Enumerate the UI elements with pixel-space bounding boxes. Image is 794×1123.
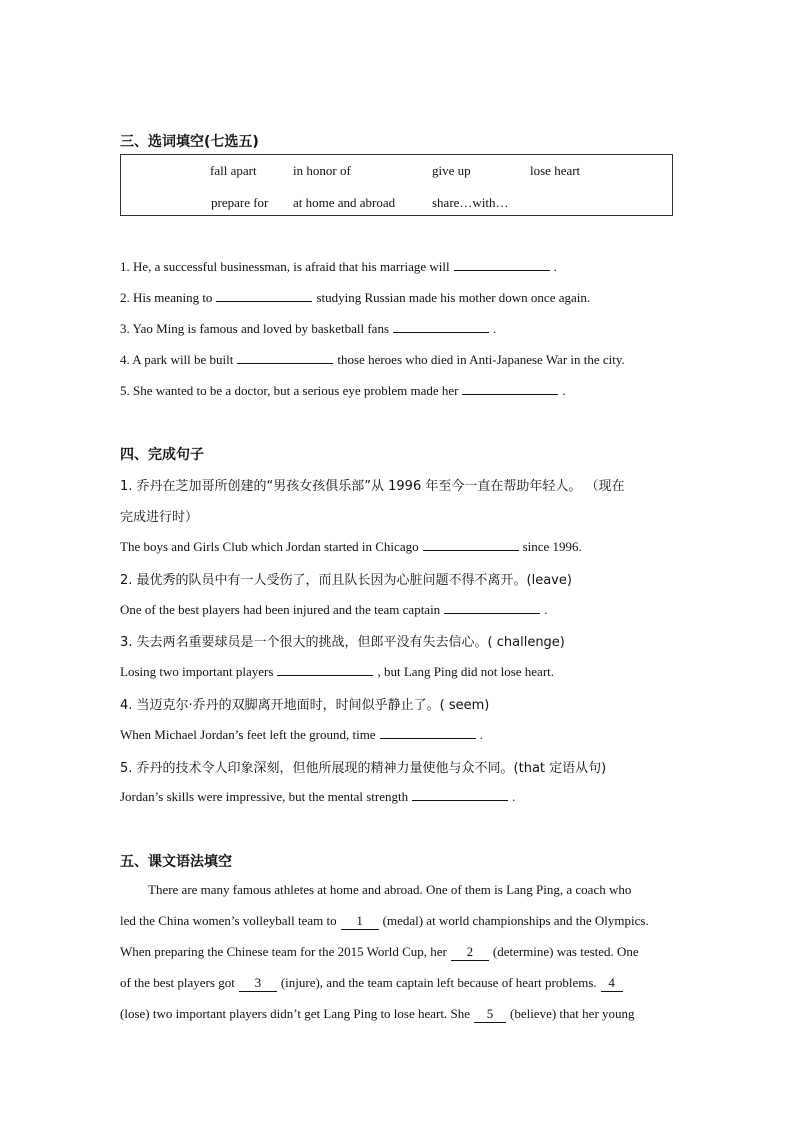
answer-blank[interactable] [444,601,540,614]
passage-text: When preparing the Chinese team for the 2015 World Cup, her [120,944,447,959]
fill-item-1 [120,258,557,275]
sentence-text: since 1996. [522,539,582,554]
numbered-blank[interactable]: 4 [601,975,623,992]
fill-item-2 [120,289,590,306]
item-text: 4. A park will be built [120,352,234,367]
passage-text: (lose) two important players didn’t get Lang Ping to lose heart. She [120,1006,470,1021]
answer-blank[interactable] [393,320,489,333]
passage-text: led the China women’s volleyball team to [120,913,337,928]
item-text: . [493,321,497,336]
q3-chinese: 3. 失去两名重要球员是一个很大的挑战，但郎平没有失去信心。( challenge) [120,635,565,650]
answer-blank[interactable] [423,538,519,551]
q1-chinese-cont: 完成进行时） [120,510,199,525]
answer-blank[interactable] [454,258,550,271]
answer-blank[interactable] [216,289,312,302]
section-5-title: 五、课文语法填空 [120,854,232,870]
q1-english [120,538,582,555]
answer-blank[interactable] [237,351,333,364]
q4-chinese: 4. 当迈克尔·乔丹的双脚离开地面时，时间似乎静止了。( seem) [120,698,490,713]
numbered-blank[interactable]: 3 [239,975,277,992]
item-text: . [562,383,566,398]
passage-line [120,975,627,992]
fill-item-5 [120,382,566,399]
sentence-text: Jordan’s skills were impressive, but the mental strength [120,789,409,804]
answer-blank[interactable] [462,382,558,395]
word-option: in honor of [293,163,351,178]
sentence-text: Losing two important players [120,664,274,679]
passage-text: (medal) at world championships and the Olympics. [382,913,649,928]
passage-line [120,1006,635,1023]
item-text: 3. Yao Ming is famous and loved by basketball fans [120,321,390,336]
q1-chinese: 1. 乔丹在芝加哥所创建的“男孩女孩俱乐部”从 1996 年至今一直在帮助年轻人。 （现在 [120,479,625,494]
passage-text: (believe) that her young [509,1006,635,1021]
word-option: lose heart [530,163,581,178]
sentence-text: . [479,727,483,742]
answer-blank[interactable] [277,663,373,676]
q4-english [120,726,483,743]
q2-chinese: 2. 最优秀的队员中有一人受伤了，而且队长因为心脏问题不得不离开。(leave) [120,573,572,588]
numbered-blank[interactable]: 2 [451,944,489,961]
sentence-text: , but Lang Ping did not lose heart. [377,664,555,679]
q5-chinese: 5. 乔丹的技术令人印象深刻，但他所展现的精神力量使他与众不同。(that 定语从句) [120,761,607,776]
sentence-text: The boys and Girls Club which Jordan started in Chicago [120,539,419,554]
passage-text: (determine) was tested. One [492,944,639,959]
section-4-title: 四、完成句子 [120,447,204,463]
fill-item-4 [120,351,625,368]
numbered-blank[interactable]: 1 [341,913,379,930]
passage-line: There are many famous athletes at home and abroad. One of them is Lang Ping, a coach who [148,882,632,897]
answer-blank[interactable] [412,788,508,801]
sentence-text: When Michael Jordan’s feet left the ground, time [120,727,376,742]
q5-english [120,788,515,805]
numbered-blank[interactable]: 5 [474,1006,506,1023]
word-option: prepare for [211,195,269,210]
sentence-text: One of the best players had been injured and the team captain [120,602,441,617]
word-option: give up [432,163,471,178]
fill-item-3 [120,320,496,337]
word-bank-box [120,154,673,216]
q2-english [120,601,547,618]
passage-line [120,944,639,961]
sentence-text: . [512,789,516,804]
passage-line [120,913,649,930]
passage-text: (injure), and the team captain left because of heart problems. [280,975,597,990]
item-text: studying Russian made his mother down once again. [316,290,591,305]
sentence-text: . [544,602,548,617]
item-text: 2. His meaning to [120,290,213,305]
q3-english [120,663,554,680]
item-text: those heroes who died in Anti-Japanese War in the city. [337,352,625,367]
word-option: at home and abroad [293,195,396,210]
item-text: . [553,259,557,274]
word-option: fall apart [210,163,257,178]
section-3-title: 三、选词填空(七选五) [120,134,259,150]
passage-text: of the best players got [120,975,235,990]
answer-blank[interactable] [380,726,476,739]
word-option: share…with… [432,195,509,210]
item-text: 5. She wanted to be a doctor, but a serious eye problem made her [120,383,459,398]
item-text: 1. He, a successful businessman, is afraid that his marriage will [120,259,450,274]
